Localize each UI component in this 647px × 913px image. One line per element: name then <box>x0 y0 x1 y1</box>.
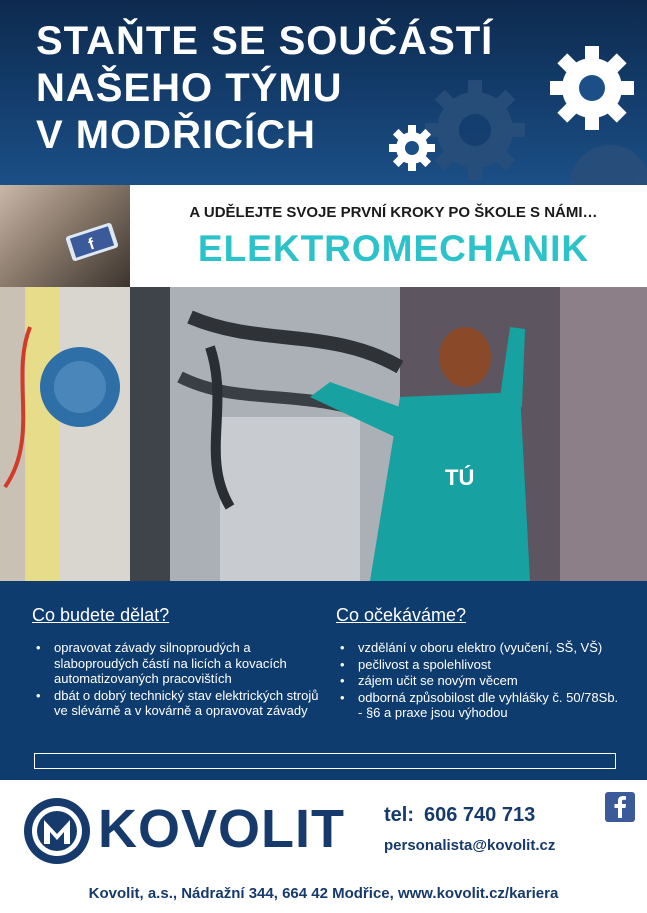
svg-text:f: f <box>86 235 97 254</box>
email-link[interactable]: personalista@kovolit.cz <box>384 837 556 854</box>
phone-number[interactable]: 606 740 713 <box>424 804 536 826</box>
requirements-column <box>336 605 626 722</box>
duties-column <box>32 605 322 720</box>
divider-bar <box>34 753 616 769</box>
list-item: • odborná způsobilost dle vyhlášky č. 50/78Sb. - §6 a praxe jsou výhodou <box>336 690 626 721</box>
job-info-section <box>0 581 647 780</box>
list-item: • vzdělání v oboru elektro (vyučení, SŠ, VŠ) <box>336 640 626 656</box>
list-item: • dbát o dobrý technický stav elektrických strojů ve slévárně a v kovárně a opravovat závady <box>32 688 322 719</box>
brand-name: KOVOLIT <box>98 799 345 859</box>
header-banner <box>0 0 647 185</box>
machinery-illustration <box>0 287 647 581</box>
subtitle: A UDĚLEJTE SVOJE PRVNÍ KROKY PO ŠKOLE S NÁMI… <box>189 204 598 221</box>
technician-photo <box>0 287 647 581</box>
subheader <box>0 185 647 287</box>
shirt-text: TÚ <box>445 465 475 490</box>
list-item: • pečlivost a spolehlivost <box>336 657 626 673</box>
list-item: • opravovat závady silnoproudých a slaboproudých částí na licích a kovacích automatizovaných pracovištích <box>32 640 322 687</box>
gears-icon <box>380 30 647 185</box>
phone-photo <box>0 185 130 287</box>
headline-line: NAŠEHO TÝMU <box>36 66 343 110</box>
duties-list <box>32 640 322 719</box>
duties-heading: Co budete dělat? <box>32 605 170 625</box>
job-title: ELEKTROMECHANIK <box>197 228 590 269</box>
company-address: Kovolit, a.s., Nádražní 344, 664 42 Modřice, www.kovolit.cz/kariera <box>88 885 559 902</box>
headline-line: V MODŘICÍCH <box>36 113 316 157</box>
headline-line: STAŇTE SE SOUČÁSTÍ <box>36 19 494 63</box>
phone-label: tel: <box>384 804 414 826</box>
footer <box>0 780 647 913</box>
requirements-list <box>336 640 626 721</box>
list-item: • zájem učit se novým věcem <box>336 673 626 689</box>
kovolit-logo-icon <box>22 796 92 866</box>
phone-contact <box>384 804 535 827</box>
requirements-heading: Co očekáváme? <box>336 605 467 625</box>
phone-facebook-icon <box>0 185 130 287</box>
facebook-icon[interactable] <box>605 792 635 822</box>
